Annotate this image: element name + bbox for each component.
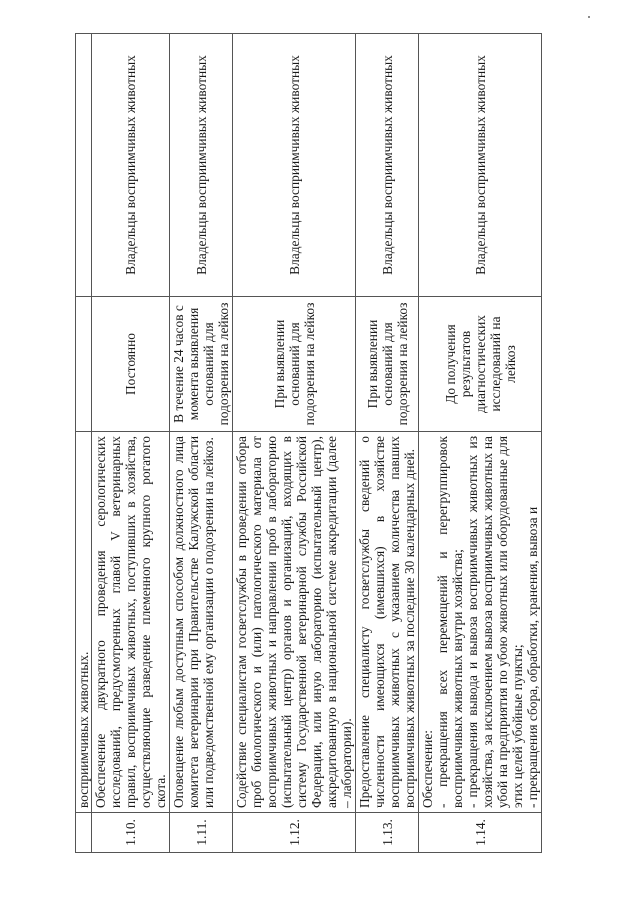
row-action: восприимчивых животных. [76, 432, 92, 813]
scan-speck [588, 16, 590, 18]
row-action [419, 432, 542, 813]
row-number: 1.13. [356, 813, 419, 853]
row-number: 1.11. [170, 813, 233, 853]
row-number [76, 813, 92, 853]
row-responsible: Владельцы восприимчивых животных [170, 34, 233, 297]
table-row [356, 34, 419, 853]
row-term: При выявлении оснований для подозрения на лейкоз [356, 297, 419, 432]
row-term: Постоянно [92, 297, 170, 432]
row-responsible: Владельцы восприимчивых животных [419, 34, 542, 297]
action-item: - прекращения сбора, обработки, хранения, вывоза и [525, 506, 540, 808]
row-action: Предоставление специалисту госветслужбы сведений о численности имеющихся (имевшихся) в хозяйстве восприимчивых животных с указанием количества павших восприимчивых животных за последние 30 календарных дней. [356, 432, 419, 813]
row-term: При выявлении оснований для подозрения на лейкоз [233, 297, 356, 432]
row-number: 1.14. [419, 813, 542, 853]
table-row [76, 34, 92, 853]
table-row [170, 34, 233, 853]
measures-table [75, 33, 542, 853]
row-responsible: Владельцы восприимчивых животных [92, 34, 170, 297]
table-row [419, 34, 542, 853]
action-item: - прекращения вывода и вывоза восприимчивых животных из хозяйства, за исключением вывоза восприимчивых животных на убой на предприятия по убою животных или оборудованные для этих целей убойные пункты; [465, 436, 525, 808]
row-number: 1.12. [233, 813, 356, 853]
row-term [76, 297, 92, 432]
row-action: Содействие специалистам госветслужбы в проведении отбора проб биологического и (или) патологического материала от восприимчивых животных и направлении проб в лабораторию (испытательный центр) органов и организаций, входящих в систему Государственной ветеринарной службы Российской Федерации, или иную лабораторию (испытательный центр), аккредитованную в национальной системе аккредитации (далее – лаборатории). [233, 432, 356, 813]
row-responsible: Владельцы восприимчивых животных [356, 34, 419, 297]
row-term: В течение 24 часов с момента выявления оснований для подозрения на лейкоз [170, 297, 233, 432]
row-term: До получения результатов диагностических исследований на лейкоз [419, 297, 542, 432]
row-action: Обеспечение двукратного проведения серологических исследований, предусмотренных главой V ветеринарных правил, восприимчивых животных, поступивших в хозяйства, осуществляющие разведение племенного крупного рогатого скота. [92, 432, 170, 813]
table-row [92, 34, 170, 853]
row-number: 1.10. [92, 813, 170, 853]
row-action: Оповещение любым доступным способом должностного лица комитета ветеринарии при Правительстве Калужской области или подведомственной ему организации о подозрении на лейкоз. [170, 432, 233, 813]
row-responsible: Владельцы восприимчивых животных [233, 34, 356, 297]
action-title: Обеспечение: [420, 730, 435, 808]
action-item: - прекращения всех перемещений и перегруппировок восприимчивых животных внутри хозяйства; [435, 436, 465, 808]
row-responsible [76, 34, 92, 297]
table-row [233, 34, 356, 853]
